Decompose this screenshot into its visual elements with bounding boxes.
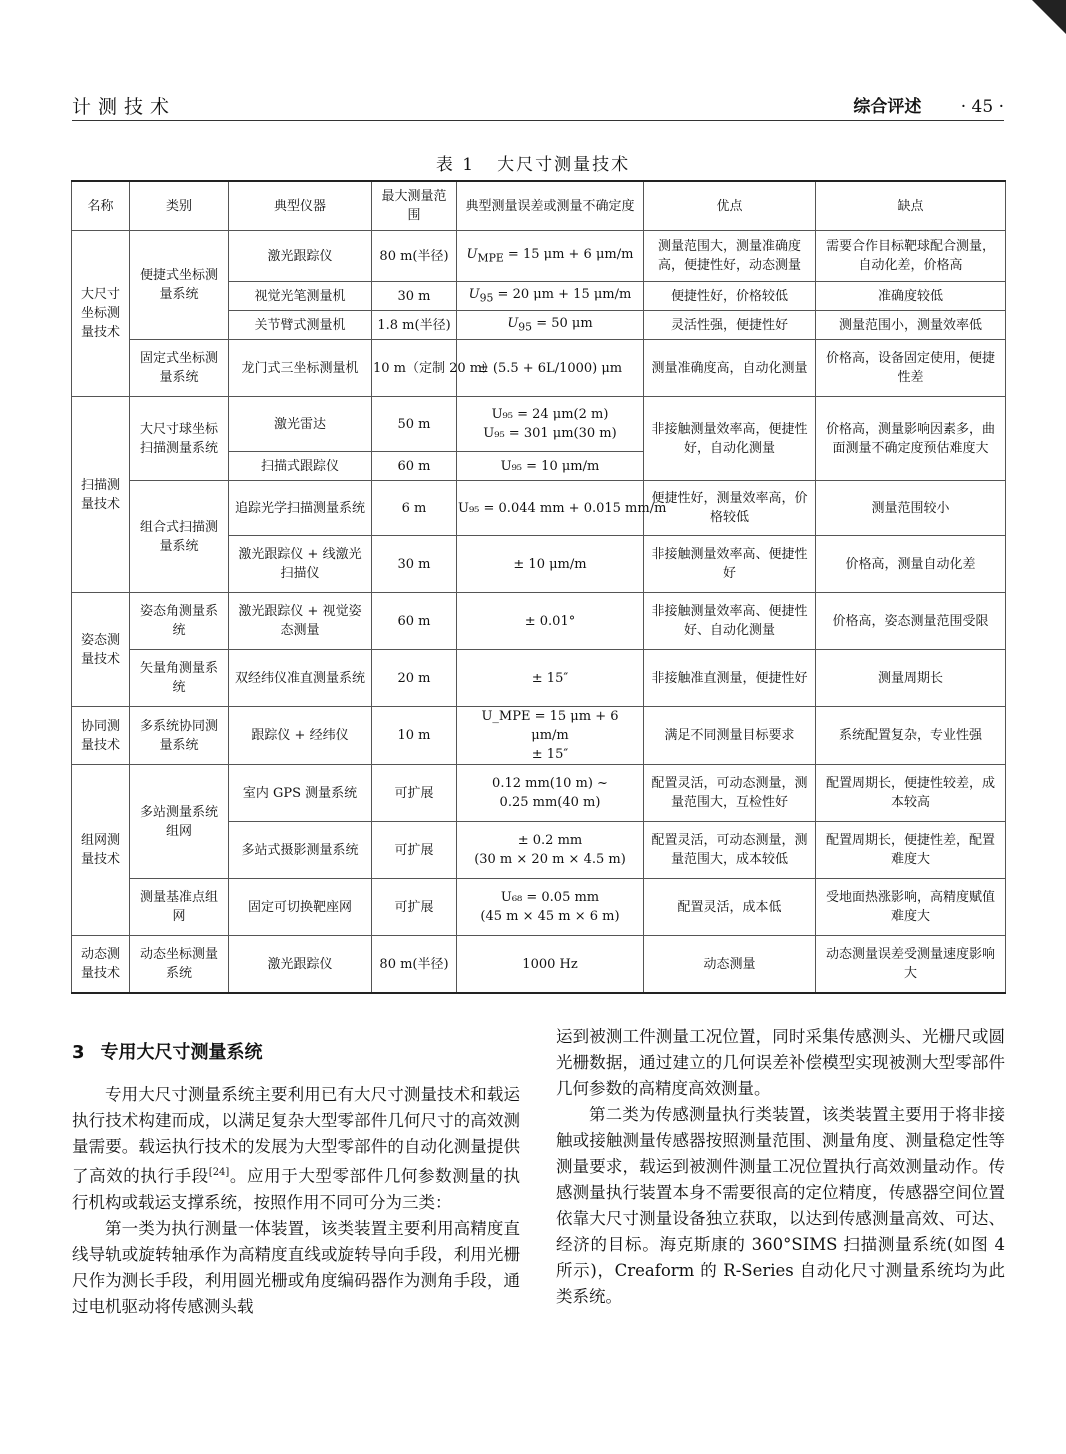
- error-line: ± 15″: [531, 747, 569, 762]
- cons-cell: 受地面热涨影响，高精度赋值难度大: [816, 879, 1006, 936]
- error-line: U₉₅ = 301 μm(30 m): [483, 426, 617, 441]
- category-cell: 动态坐标测量系统: [130, 936, 229, 994]
- range-cell: 50 m: [372, 397, 457, 452]
- paragraph: [72, 1082, 520, 1216]
- error-cell: [457, 282, 644, 311]
- error-cell: [457, 822, 644, 879]
- range-cell: 30 m: [372, 282, 457, 311]
- section-name: 综合评述: [853, 97, 922, 117]
- error-symbol: U: [507, 315, 519, 331]
- range-cell: 6 m: [372, 481, 457, 536]
- instrument-cell: 关节臂式测量机: [229, 311, 372, 340]
- instrument-cell: 龙门式三坐标测量机: [229, 340, 372, 397]
- cons-cell: 测量范围小，测量效率低: [816, 311, 1006, 340]
- error-line: U_MPE = 15 μm + 6 μm/m: [481, 709, 619, 743]
- category-cell: 便捷式坐标测量系统: [130, 231, 229, 340]
- range-cell: 80 m(半径): [372, 231, 457, 282]
- pros-cell: 配置灵活，成本低: [644, 879, 816, 936]
- pros-cell: 非接触测量效率高，便捷性好，自动化测量: [644, 397, 816, 481]
- paragraph: 运到被测工件测量工况位置，同时采集传感测头、光栅尺或圆光栅数据，通过建立的几何误差补偿模型实现被测大型零部件几何参数的高精度高效测量。: [556, 1027, 1005, 1098]
- range-cell: 可扩展: [372, 765, 457, 822]
- instrument-cell: 激光跟踪仪: [229, 231, 372, 282]
- citation-ref: [24]: [208, 1167, 230, 1178]
- header-name: 名称: [72, 181, 130, 231]
- error-cell: ± 15″: [457, 650, 644, 707]
- header-instrument: 典型仪器: [229, 181, 372, 231]
- instrument-cell: 双经纬仪准直测量系统: [229, 650, 372, 707]
- header-error: 典型测量误差或测量不确定度: [457, 181, 644, 231]
- instrument-cell: 追踪光学扫描测量系统: [229, 481, 372, 536]
- cons-cell: 准确度较低: [816, 282, 1006, 311]
- error-cell: U₉₅ = 10 μm/m: [457, 452, 644, 481]
- cons-cell: 配置周期长，便捷性差，配置难度大: [816, 822, 1006, 879]
- instrument-cell: 视觉光笔测量机: [229, 282, 372, 311]
- error-cell: [457, 311, 644, 340]
- cons-cell: 价格高，姿态测量范围受限: [816, 593, 1006, 650]
- pros-cell: 配置灵活，可动态测量，测量范围大，互检性好: [644, 765, 816, 822]
- cons-cell: 价格高，设备固定使用，便捷性差: [816, 340, 1006, 397]
- paragraph: 第一类为执行测量一体装置，该类装置主要利用高精度直线导轨或旋转轴承作为高精度直线或旋转导向手段，利用光栅尺作为测长手段，利用圆光栅或角度编码器作为测角手段，通过电机驱动将传感测头载: [72, 1218, 520, 1316]
- group-name: 大尺寸坐标测量技术: [72, 231, 130, 397]
- table-row: [72, 707, 1006, 765]
- pros-cell: 非接触测量效率高、便捷性好: [644, 536, 816, 593]
- category-cell: 姿态角测量系统: [130, 593, 229, 650]
- error-cell: [457, 397, 644, 452]
- pros-cell: 配置灵活，可动态测量，测量范围大，成本较低: [644, 822, 816, 879]
- category-cell: 组合式扫描测量系统: [130, 481, 229, 593]
- instrument-cell: 扫描式跟踪仪: [229, 452, 372, 481]
- category-cell: 矢量角测量系统: [130, 650, 229, 707]
- pros-cell: 非接触测量效率高、便捷性好、自动化测量: [644, 593, 816, 650]
- table-row: [72, 879, 1006, 936]
- cons-cell: 配置周期长，便捷性较差，成本较高: [816, 765, 1006, 822]
- error-cell: 1000 Hz: [457, 936, 644, 994]
- right-column: [556, 1024, 1005, 1310]
- error-line: U₆₈ = 0.05 mm: [500, 890, 600, 905]
- instrument-cell: 激光雷达: [229, 397, 372, 452]
- cons-cell: 需要合作目标靶球配合测量，自动化差，价格高: [816, 231, 1006, 282]
- group-name: 动态测量技术: [72, 936, 130, 994]
- category-cell: 多站测量系统组网: [130, 765, 229, 879]
- error-subscript: 95: [479, 291, 494, 305]
- table-row: [72, 650, 1006, 707]
- range-cell: 可扩展: [372, 822, 457, 879]
- instrument-cell: 固定可切换靶座网: [229, 879, 372, 936]
- page-number: · 45 ·: [960, 97, 1004, 117]
- error-cell: ± 0.01°: [457, 593, 644, 650]
- category-cell: 测量基准点组网: [130, 879, 229, 936]
- left-column: [72, 1028, 520, 1320]
- table-row: [72, 593, 1006, 650]
- cons-cell: 价格高，测量自动化差: [816, 536, 1006, 593]
- header-pros: 优点: [644, 181, 816, 231]
- pros-cell: 便捷性好，测量效率高，价格较低: [644, 481, 816, 536]
- error-line: (45 m × 45 m × 6 m): [480, 909, 620, 924]
- table-caption: [0, 150, 1066, 175]
- pros-cell: 测量准确度高，自动化测量: [644, 340, 816, 397]
- cons-cell: 价格高，测量影响因素多，曲面测量不确定度预估难度大: [816, 397, 1006, 481]
- error-cell: [457, 707, 644, 765]
- section-heading-number: 3: [72, 1042, 85, 1063]
- cons-cell: 动态测量误差受测量速度影响大: [816, 936, 1006, 994]
- pros-cell: 满足不同测量目标要求: [644, 707, 816, 765]
- journal-name: 计测技术: [72, 96, 177, 118]
- paragraph-text: 专用大尺寸测量系统主要利用已有大尺寸测量技术和载运执行技术构建而成，以满足复杂大型零部件几何尺寸的高效测量需要。载运执行技术的发展为大型零部件的自动化测量提供了高效的执行手段: [72, 1085, 520, 1186]
- cons-cell: 测量周期长: [816, 650, 1006, 707]
- group-name: 扫描测量技术: [72, 397, 130, 593]
- error-line: (30 m × 20 m × 4.5 m): [474, 852, 626, 867]
- error-value: = 50 μm: [532, 315, 593, 331]
- table-title: 大尺寸测量技术: [497, 155, 631, 175]
- header-rule: [72, 120, 1004, 121]
- range-cell: 1.8 m(半径): [372, 311, 457, 340]
- error-line: ± 0.2 mm: [517, 833, 583, 848]
- instrument-cell: 多站式摄影测量系统: [229, 822, 372, 879]
- measurement-table: [71, 180, 1006, 994]
- instrument-cell: 激光跟踪仪 + 线激光扫描仪: [229, 536, 372, 593]
- table-row: [72, 397, 1006, 452]
- range-cell: 10 m（定制 20 m）: [372, 340, 457, 397]
- header-range: 最大测量范围: [372, 181, 457, 231]
- instrument-cell: 激光跟踪仪: [229, 936, 372, 994]
- group-name: 姿态测量技术: [72, 593, 130, 707]
- section-heading-title: 专用大尺寸测量系统: [100, 1042, 263, 1063]
- instrument-cell: 跟踪仪 + 经纬仪: [229, 707, 372, 765]
- error-cell: U₉₅ = 0.044 mm + 0.015 mm/m: [457, 481, 644, 536]
- error-cell: [457, 231, 644, 282]
- page-header: [72, 92, 1004, 118]
- range-cell: 30 m: [372, 536, 457, 593]
- error-cell: ± 10 μm/m: [457, 536, 644, 593]
- error-cell: [457, 879, 644, 936]
- section-heading: [72, 1040, 520, 1066]
- pros-cell: 动态测量: [644, 936, 816, 994]
- table-row: [72, 481, 1006, 536]
- page-corner-mark: [1032, 0, 1066, 34]
- error-subscript: MPE: [477, 251, 504, 265]
- range-cell: 10 m: [372, 707, 457, 765]
- error-cell: [457, 765, 644, 822]
- range-cell: 60 m: [372, 452, 457, 481]
- cons-cell: 系统配置复杂，专业性强: [816, 707, 1006, 765]
- range-cell: 可扩展: [372, 879, 457, 936]
- pros-cell: 测量范围大，测量准确度高，便捷性好，动态测量: [644, 231, 816, 282]
- table-header-row: [72, 181, 1006, 231]
- instrument-cell: 激光跟踪仪 + 视觉姿态测量: [229, 593, 372, 650]
- paragraph-text: 。应用于大型零部件几何参数测量的执行机构或载运支撑系统，按照作用不同可分为三类：: [72, 1166, 521, 1212]
- paragraph: 第二类为传感测量执行类装置，该类装置主要用于将非接触或接触测量传感器按照测量范围、测量角度、测量稳定性等测量要求，载运到被测件测量工况位置执行高效测量动作。传感测量执行装置本身不需要很高的定位精度，传感器空间位置依靠大尺寸测量设备独立获取，以达到传感测量高效、可达、经济的目标。海克斯康的 360°SIMS 扫描测量系统(如图 4 所示)，Creaform 的 R-Series 自动化尺寸测量系统均为此类系统。: [556, 1105, 1005, 1306]
- error-symbol: U: [468, 286, 480, 302]
- error-value: = 15 μm + 6 μm/m: [503, 246, 634, 262]
- error-line: 0.12 mm(10 m) ~: [492, 776, 608, 791]
- error-subscript: 95: [518, 320, 533, 334]
- category-cell: 多系统协同测量系统: [130, 707, 229, 765]
- pros-cell: 灵活性强，便捷性好: [644, 311, 816, 340]
- error-line: 0.25 mm(40 m): [499, 795, 601, 810]
- header-category: 类别: [130, 181, 229, 231]
- table-row: [72, 340, 1006, 397]
- cons-cell: 测量范围较小: [816, 481, 1006, 536]
- range-cell: 60 m: [372, 593, 457, 650]
- header-right: [853, 92, 1004, 117]
- table-row: [72, 936, 1006, 994]
- error-symbol: U: [466, 246, 478, 262]
- range-cell: 20 m: [372, 650, 457, 707]
- pros-cell: 非接触准直测量，便捷性好: [644, 650, 816, 707]
- range-cell: 80 m(半径): [372, 936, 457, 994]
- header-cons: 缺点: [816, 181, 1006, 231]
- group-name: 组网测量技术: [72, 765, 130, 936]
- category-cell: 大尺寸球坐标扫描测量系统: [130, 397, 229, 481]
- pros-cell: 便捷性好，价格较低: [644, 282, 816, 311]
- instrument-cell: 室内 GPS 测量系统: [229, 765, 372, 822]
- table-number: 表 1: [435, 155, 476, 175]
- error-line: U₉₅ = 24 μm(2 m): [491, 407, 609, 422]
- table-row: [72, 231, 1006, 282]
- table-row: [72, 765, 1006, 822]
- error-cell: ± (5.5 + 6L/1000) μm: [457, 340, 644, 397]
- group-name: 协同测量技术: [72, 707, 130, 765]
- category-cell: 固定式坐标测量系统: [130, 340, 229, 397]
- error-value: = 20 μm + 15 μm/m: [493, 286, 632, 302]
